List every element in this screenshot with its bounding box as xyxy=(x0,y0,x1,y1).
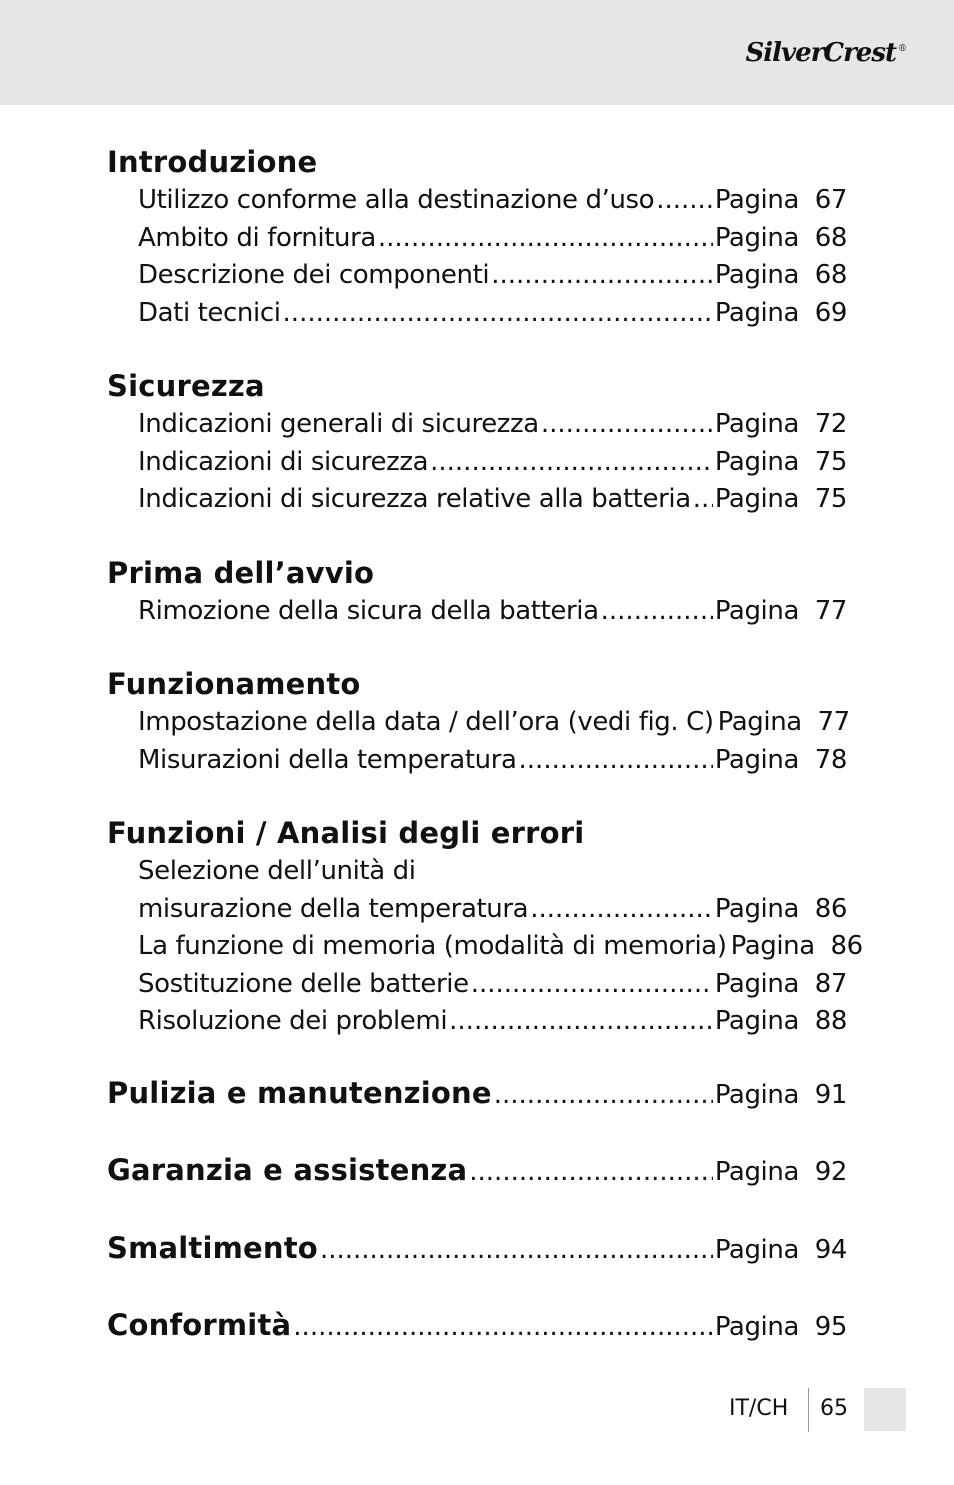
toc-page-number: 86 xyxy=(830,931,863,961)
toc-entry[interactable] xyxy=(107,1075,847,1115)
toc-leader-dots xyxy=(656,182,713,220)
toc-section xyxy=(107,553,847,631)
toc-section xyxy=(107,366,847,519)
toc-page-label: Pagina xyxy=(714,446,799,477)
toc-page-label: Pagina xyxy=(714,1234,799,1265)
toc-page-label: Pagina xyxy=(714,185,799,215)
toc-entry-page xyxy=(715,444,847,482)
toc-entry-title: Indicazioni di sicurezza xyxy=(138,446,429,477)
toc-leader-dots xyxy=(293,1309,713,1347)
toc-page-label: Pagina xyxy=(714,484,799,514)
toc-entry[interactable] xyxy=(107,966,847,1004)
toc-section-heading[interactable]: Introduzione xyxy=(107,145,318,179)
toc-leader-dots xyxy=(530,891,713,929)
toc-entry[interactable] xyxy=(107,1003,847,1041)
toc-page-label: Pagina xyxy=(717,707,802,737)
toc-section-heading[interactable]: Prima dell’avvio xyxy=(107,555,375,590)
toc-section xyxy=(107,142,847,332)
toc-entry-title: Descrizione dei componenti xyxy=(138,260,490,290)
toc-leader-dots xyxy=(430,444,713,482)
toc-entry-title: Indicazioni generali di sicurezza xyxy=(138,409,539,439)
toc-entry-page xyxy=(715,406,847,444)
toc-entry-title: Ambito di fornitura xyxy=(138,222,376,253)
toc-page-label: Pagina xyxy=(714,1312,799,1342)
toc-leader-dots xyxy=(471,966,713,1004)
table-of-contents xyxy=(107,142,863,1385)
brand-logo xyxy=(746,38,906,68)
toc-entry-title: Dati tecnici xyxy=(138,297,281,328)
toc-section-heading[interactable]: Sicurezza xyxy=(107,369,265,403)
toc-page-label: Pagina xyxy=(730,931,815,961)
toc-entry-title: Garanzia e assistenza xyxy=(107,1153,468,1187)
toc-page-label: Pagina xyxy=(714,297,799,328)
toc-entry-page xyxy=(715,182,847,220)
toc-entry-title: Utilizzo conforme alla destinazione d’uso xyxy=(138,185,655,215)
toc-entry-page xyxy=(715,891,847,929)
toc-page-number: 77 xyxy=(817,707,850,737)
toc-leader-dots xyxy=(320,1232,713,1270)
toc-page-number: 68 xyxy=(814,260,847,290)
toc-page-number: 72 xyxy=(814,409,847,439)
toc-entry[interactable] xyxy=(107,891,847,929)
toc-entry-title: Conformità xyxy=(107,1308,292,1342)
toc-entry[interactable] xyxy=(107,220,847,258)
toc-entry-page xyxy=(715,966,847,1004)
toc-page-number: 88 xyxy=(814,1006,847,1036)
toc-entry-page xyxy=(718,704,850,742)
toc-section xyxy=(107,1230,847,1270)
toc-section xyxy=(107,1307,847,1347)
toc-entry-line: Selezione dell’unità di xyxy=(138,856,416,886)
toc-entry-title: misurazione della temperatura xyxy=(138,893,529,924)
toc-entry[interactable] xyxy=(107,257,847,295)
toc-page-label: Pagina xyxy=(714,893,799,924)
toc-entry[interactable] xyxy=(107,295,847,333)
toc-section xyxy=(107,813,863,1041)
footer-language: IT/CH xyxy=(729,1396,789,1421)
toc-entry-title: Misurazioni della temperatura xyxy=(138,744,517,775)
toc-entry[interactable] xyxy=(107,742,847,780)
toc-page-number: 91 xyxy=(814,1079,847,1110)
toc-entry[interactable] xyxy=(107,182,847,220)
toc-entry-page xyxy=(715,1309,847,1347)
footer-divider xyxy=(808,1388,809,1432)
toc-entry[interactable] xyxy=(107,1307,847,1347)
toc-page-number: 86 xyxy=(814,893,847,924)
toc-leader-dots xyxy=(469,1154,713,1192)
toc-page-label: Pagina xyxy=(714,1006,799,1036)
toc-page-label: Pagina xyxy=(714,1157,799,1187)
toc-entry-title: La funzione di memoria (modalità di memoria) xyxy=(138,931,727,961)
toc-leader-dots xyxy=(494,1077,713,1115)
toc-entry-title: Impostazione della data / dell’ora (vedi fig. C) xyxy=(138,707,714,737)
toc-entry-page xyxy=(715,257,847,295)
toc-leader-dots xyxy=(283,295,713,333)
toc-page-label: Pagina xyxy=(714,222,799,253)
brand-logo-text: SilverCrest xyxy=(745,38,896,68)
toc-entry-page xyxy=(715,1077,847,1115)
toc-leader-dots xyxy=(541,406,713,444)
toc-entry-page xyxy=(715,481,847,519)
toc-entry-page xyxy=(715,1154,847,1192)
toc-entry-page xyxy=(715,593,847,631)
toc-entry-title: Sostituzione delle batterie xyxy=(138,968,469,999)
toc-entry-page xyxy=(715,1232,847,1270)
toc-entry-page xyxy=(715,1003,847,1041)
toc-entry[interactable] xyxy=(107,593,847,631)
toc-page-number: 87 xyxy=(814,968,847,999)
toc-page-label: Pagina xyxy=(714,260,799,290)
toc-page-label: Pagina xyxy=(714,1079,799,1110)
toc-entry-title: Smaltimento xyxy=(107,1230,318,1265)
toc-entry-page xyxy=(715,742,847,780)
toc-page-number: 69 xyxy=(814,297,847,328)
toc-leader-dots xyxy=(601,593,713,631)
toc-section xyxy=(107,1075,847,1115)
toc-section xyxy=(107,1152,847,1192)
toc-page-number: 78 xyxy=(814,744,847,775)
toc-entry-page xyxy=(731,928,863,966)
toc-page-label: Pagina xyxy=(714,595,799,626)
toc-page-number: 67 xyxy=(814,185,847,215)
registered-mark: ® xyxy=(898,44,906,55)
toc-leader-dots xyxy=(693,481,713,519)
header-band xyxy=(0,0,954,105)
toc-leader-dots xyxy=(449,1003,713,1041)
toc-section-heading[interactable]: Funzioni / Analisi degli errori xyxy=(107,816,585,850)
toc-leader-dots xyxy=(378,220,713,258)
toc-page-label: Pagina xyxy=(714,744,799,775)
toc-page-number: 68 xyxy=(814,222,847,253)
toc-section-heading[interactable]: Funzionamento xyxy=(107,667,361,701)
toc-page-number: 94 xyxy=(814,1234,847,1265)
toc-entry[interactable] xyxy=(107,444,847,482)
toc-page-number: 92 xyxy=(814,1157,847,1187)
toc-entry[interactable] xyxy=(107,704,850,742)
toc-page-label: Pagina xyxy=(714,409,799,439)
toc-entry[interactable] xyxy=(107,928,863,966)
toc-page-number: 75 xyxy=(814,446,847,477)
toc-entry[interactable] xyxy=(107,1230,847,1270)
toc-leader-dots xyxy=(519,742,713,780)
toc-page-number: 75 xyxy=(814,484,847,514)
toc-entry-title: Rimozione della sicura della batteria xyxy=(138,595,599,626)
toc-entry[interactable] xyxy=(107,1152,847,1192)
toc-entry-title: Pulizia e manutenzione xyxy=(107,1075,492,1110)
toc-page-number: 95 xyxy=(814,1312,847,1342)
footer-page-number: 65 xyxy=(820,1396,848,1421)
toc-entry-page xyxy=(715,295,847,333)
toc-page-label: Pagina xyxy=(714,968,799,999)
footer-tab-box xyxy=(864,1388,906,1431)
toc-leader-dots xyxy=(491,257,713,295)
toc-entry-page xyxy=(715,220,847,258)
toc-section xyxy=(107,664,850,779)
toc-entry[interactable] xyxy=(107,406,847,444)
toc-page-number: 77 xyxy=(814,595,847,626)
toc-entry-title: Indicazioni di sicurezza relative alla batteria xyxy=(138,484,691,514)
toc-entry[interactable] xyxy=(107,481,847,519)
toc-entry-title: Risoluzione dei problemi xyxy=(138,1006,448,1036)
